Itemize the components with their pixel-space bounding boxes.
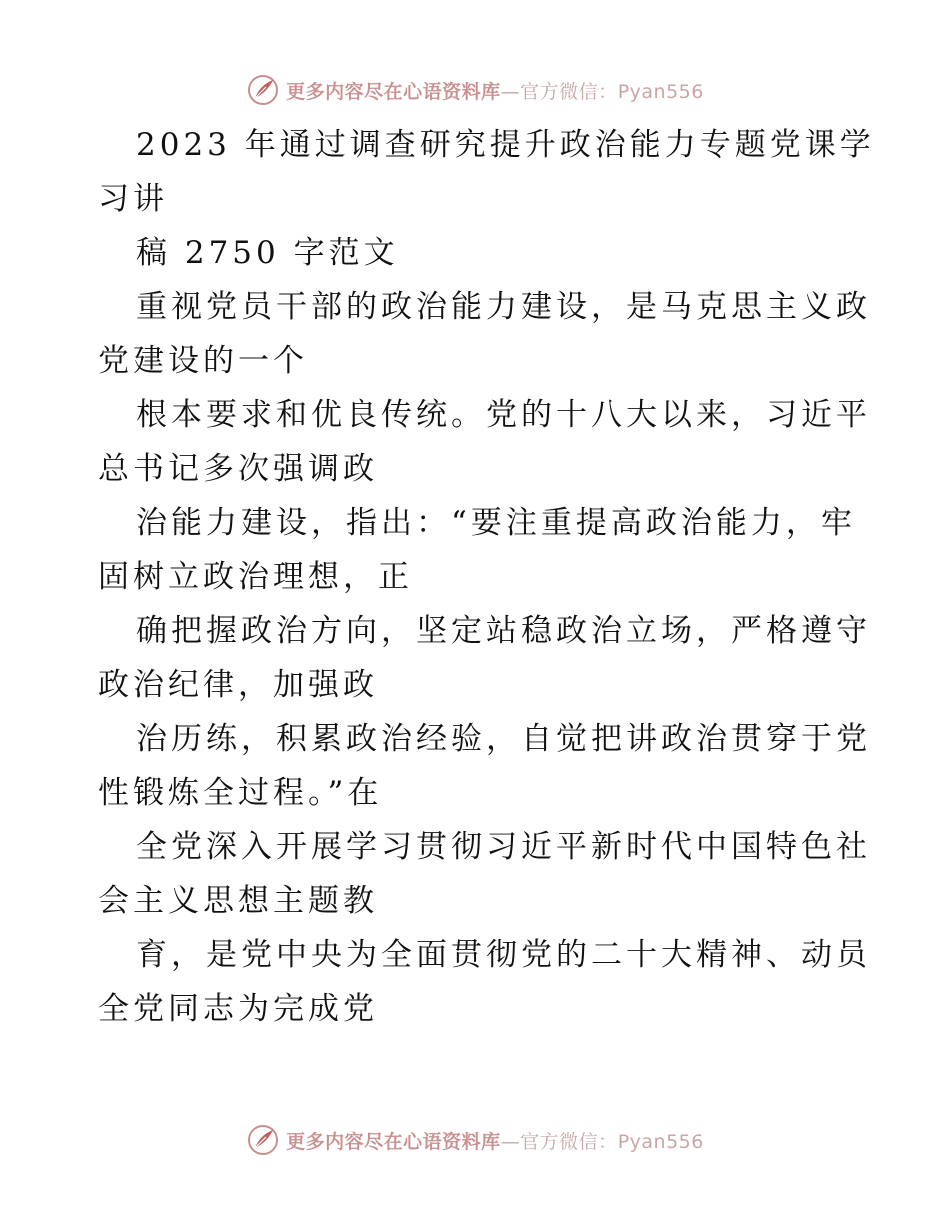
document-line: 全党深入开展学习贯彻习近平新时代中国特色社 [136, 829, 871, 865]
watermark-wechat-id: Pyan556 [617, 80, 704, 103]
document-line: 治历练，积累政治经验，自觉把讲政治贯穿于党 [136, 721, 871, 757]
document-line: 根本要求和优良传统。党的十八大以来，习近平 [136, 397, 871, 433]
watermark-contact: 官方微信： [520, 80, 618, 103]
document-line: 确把握政治方向，坚定站稳政治立场，严格遵守 [136, 613, 871, 649]
watermark-brand: 更多内容尽在心语资料库 [286, 1130, 501, 1153]
document-line: 重视党员干部的政治能力建设，是马克思主义政 [136, 289, 871, 325]
document-line: 治能力建设，指出：“要注重提高政治能力，牢 [136, 505, 856, 541]
document-line: 育，是党中央为全面贯彻党的二十大精神、动员 [136, 937, 871, 973]
document-line: 总书记多次强调政 [98, 451, 378, 487]
footer-watermark [0, 1120, 950, 1160]
document-body [98, 118, 875, 1036]
watermark-text [286, 1127, 704, 1154]
document-line: 政治纪律，加强政 [98, 667, 378, 703]
watermark-brand: 更多内容尽在心语资料库 [286, 80, 501, 103]
watermark-separator: — [500, 1130, 521, 1153]
document-line: 性锻炼全过程。”在 [98, 775, 383, 811]
quill-pen-logo-icon [246, 73, 280, 107]
document-line: 2023 年通过调查研究提升政治能力专题党课学 [136, 127, 875, 163]
header-watermark [0, 70, 950, 110]
watermark-wechat-id: Pyan556 [617, 1130, 704, 1153]
document-line: 固树立政治理想，正 [98, 559, 413, 595]
document-line: 会主义思想主题教 [98, 883, 378, 919]
document-line: 习讲 [98, 181, 168, 217]
watermark-contact: 官方微信： [520, 1130, 618, 1153]
watermark-separator: — [500, 80, 521, 103]
document-line: 稿 2750 字范文 [136, 235, 399, 271]
watermark-text [286, 77, 704, 104]
quill-pen-logo-icon [246, 1123, 280, 1157]
document-line: 全党同志为完成党 [98, 991, 378, 1027]
document-line: 党建设的一个 [98, 343, 308, 379]
